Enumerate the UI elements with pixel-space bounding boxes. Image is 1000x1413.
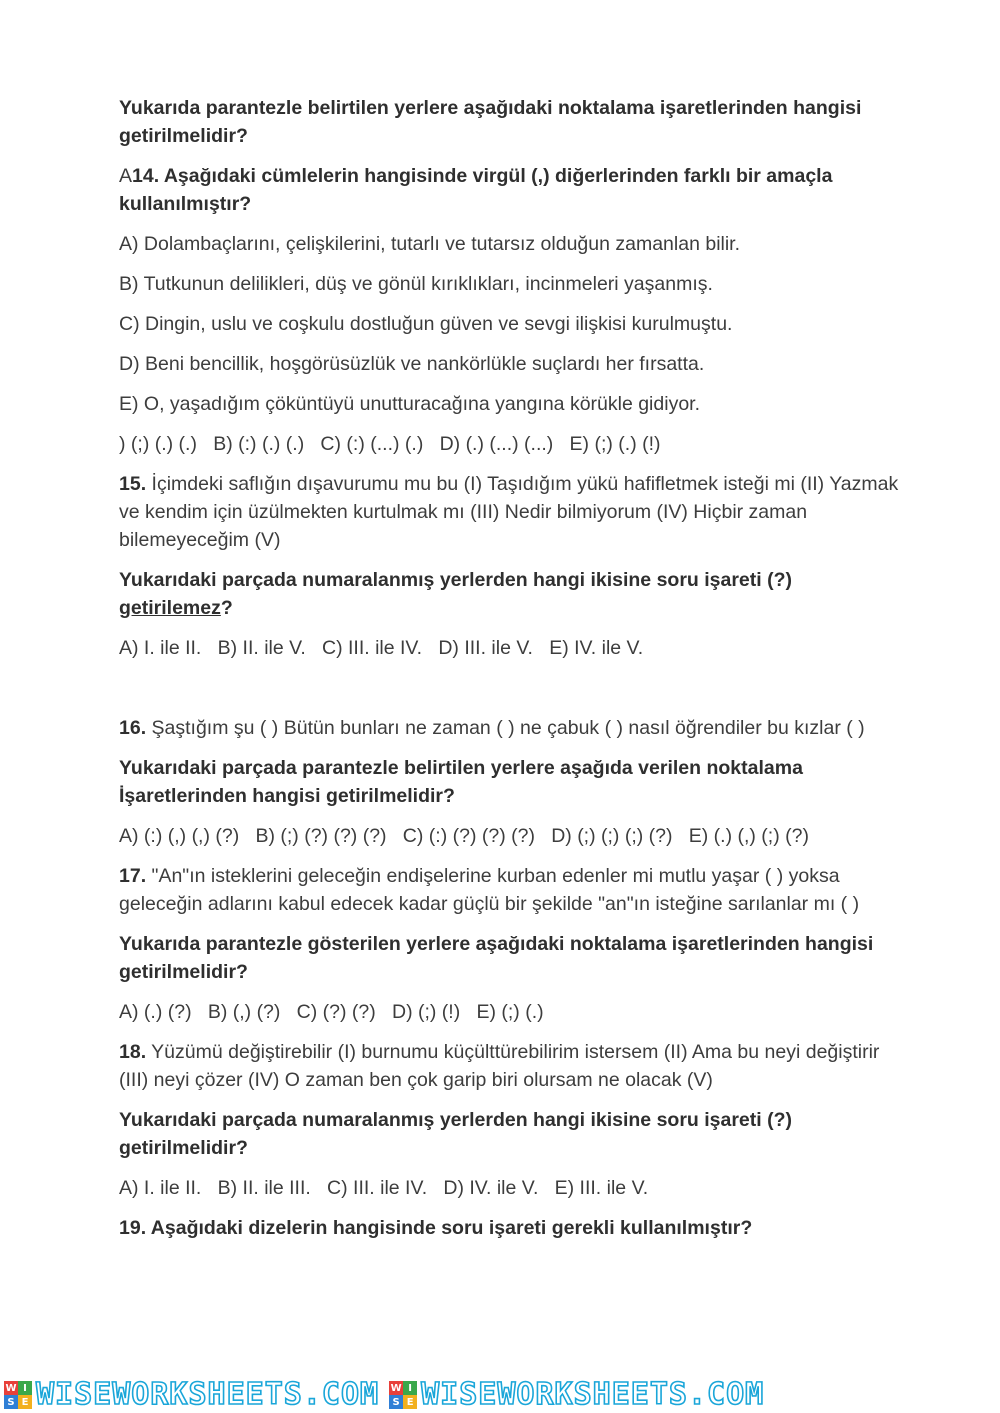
q14-option-b: B) Tutkunun delilikleri, düş ve gönül kırıklıkları, incinmeleri yaşanmış. — [119, 273, 713, 295]
logo-letter: I — [18, 1381, 32, 1395]
q17-options: A) (.) (?) B) (,) (?) C) (?) (?) D) (;) (!) E) (;) (.) — [119, 1001, 544, 1023]
footer-watermark — [0, 1377, 1000, 1413]
q14-prefix: A — [119, 165, 133, 187]
q18-prompt: Yukarıdaki parçada numaralanmış yerlerden hangi ikisine soru işareti (?) getirilmelidir? — [119, 1109, 793, 1159]
q15-prompt-start: Yukarıdaki parçada numaralanmış yerlerden hangi ikisine soru işareti (?) — [119, 569, 793, 591]
q15-options: A) I. ile II. B) II. ile V. C) III. ile IV. D) III. ile V. E) IV. ile V. — [119, 637, 644, 659]
q18-question — [119, 1038, 899, 1094]
q15-prompt — [119, 566, 899, 622]
q16-prompt: Yukarıdaki parçada parantezle belirtilen yerlere aşağıda verilen noktalama İşaretlerinden hangisi getirilmelidir? — [119, 757, 803, 807]
logo-letter: E — [18, 1395, 32, 1409]
q13-options: ) (;) (.) (.) B) (:) (.) (.) C) (:) (...) (.) D) (.) (...) (...) E) (;) (.) (!) — [119, 433, 661, 455]
q14-question — [119, 162, 899, 218]
q17-question — [119, 862, 899, 918]
q16-options: A) (:) (,) (,) (?) B) (;) (?) (?) (?) C) (:) (?) (?) (?) D) (;) (;) (;) (?) E) (.) (,) (;) (?) — [119, 825, 809, 847]
q14-option-d: D) Beni bencillik, hoşgörüsüzlük ve nankörlükle suçlardı her fırsatta. — [119, 353, 705, 375]
brand-logo-icon — [389, 1381, 417, 1409]
logo-letter: S — [389, 1395, 403, 1409]
logo-letter: S — [4, 1395, 18, 1409]
q14-option-e: E) O, yaşadığım çöküntüyü unutturacağına yangına körükle gidiyor. — [119, 393, 701, 415]
q18-number: 18. — [119, 1041, 147, 1063]
section-gap — [119, 674, 899, 714]
q13-prompt: Yukarıda parantezle belirtilen yerlere aşağıdaki noktalama işaretlerinden hangisi getirilmelidir? — [119, 97, 862, 147]
q15-question — [119, 470, 899, 554]
logo-letter: I — [403, 1381, 417, 1395]
q16-number: 16. — [119, 717, 147, 739]
q14-option-a: A) Dolambaçlarını, çelişkilerini, tutarlı ve tutarsız olduğun zamanlan bilir. — [119, 233, 741, 255]
brand-text: WISEWORKSHEETS.COM — [36, 1377, 380, 1412]
q15-number: 15. — [119, 473, 147, 495]
q17-number: 17. — [119, 865, 147, 887]
q18-options: A) I. ile II. B) II. ile III. C) III. ile IV. D) IV. ile V. E) III. ile V. — [119, 1177, 649, 1199]
q16-text: Şaştığım şu ( ) Bütün bunları ne zaman ( ) ne çabuk ( ) nasıl öğrendiler bu kızlar ( ) — [146, 717, 865, 739]
q17-prompt: Yukarıda parantezle gösterilen yerlere aşağıdaki noktalama işaretlerinden hangisi getirilmelidir? — [119, 933, 874, 983]
worksheet-content — [119, 94, 899, 1254]
q14-prompt: 14. Aşağıdaki cümlelerin hangisinde virgül (,) diğerlerinden farklı bir amaçla kullanılmıştır? — [119, 165, 833, 215]
logo-letter: E — [403, 1395, 417, 1409]
brand-logo-icon — [4, 1381, 32, 1409]
logo-letter: W — [5, 1382, 17, 1394]
brand-text: WISEWORKSHEETS.COM — [421, 1377, 765, 1412]
q15-text: İçimdeki saflığın dışavurumu mu bu (I) Taşıdığım yükü hafifletmek isteği mi (II) Yazmak ve kendim için üzülmekten kurtulmak mı (III) Nedir bilmiyorum (IV) Hiçbir zaman bilemeyeceğim (V) — [119, 473, 899, 551]
q15-prompt-end: ? — [220, 597, 233, 619]
q16-question — [119, 714, 899, 742]
brand-watermark-repeat — [385, 1377, 764, 1413]
q14-option-c: C) Dingin, uslu ve coşkulu dostluğun güven ve sevgi ilişkisi kurulmuştu. — [119, 313, 733, 335]
logo-letter: W — [390, 1382, 402, 1394]
q17-text: "An"ın isteklerini geleceğin endişelerine kurban edenler mi mutlu yaşar ( ) yoksa geleceğin adlarını kabul edecek kadar güçlü bir şekilde "an"ın isteğine sarılanlar mı ( ) — [119, 865, 860, 915]
q18-text: Yüzümü değiştirebilir (I) burnumu küçülttürebilirim istersem (II) Ama bu neyi değiştirir (III) neyi çözer (IV) O zaman ben çok garip biri olursam ne olacak (V) — [119, 1041, 880, 1091]
q15-prompt-underlined: getirilemez — [119, 597, 221, 619]
brand-watermark — [0, 1377, 379, 1413]
q19-prompt: 19. Aşağıdaki dizelerin hangisinde soru işareti gerekli kullanılmıştır? — [119, 1217, 753, 1239]
